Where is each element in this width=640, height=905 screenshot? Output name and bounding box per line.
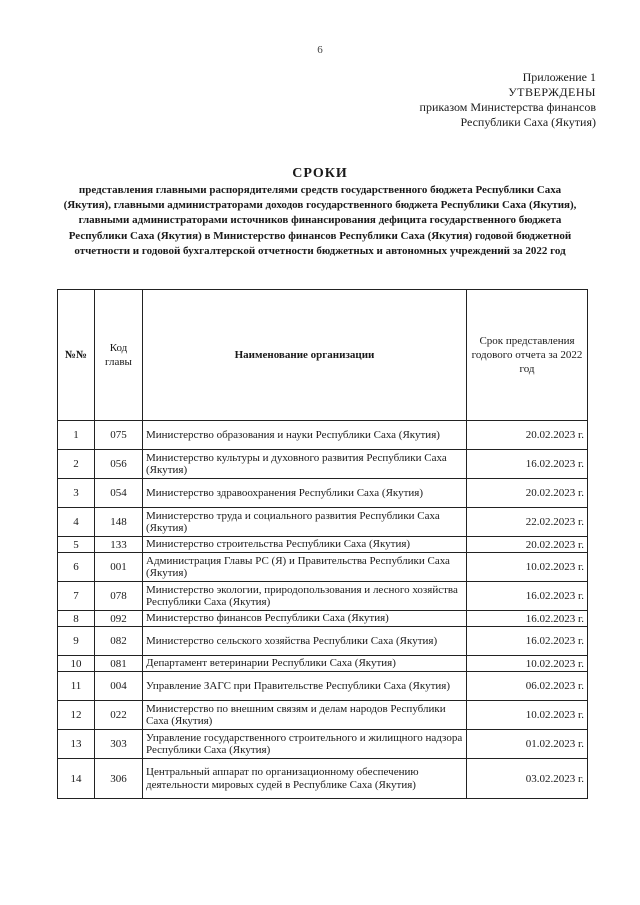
table-row [58, 701, 588, 730]
header-name: Наименование организации [143, 290, 467, 421]
row-num: 13 [58, 730, 95, 759]
table-row [58, 537, 588, 553]
document-title: СРОКИ [292, 166, 348, 181]
approval-order: приказом Министерства финансов [419, 100, 596, 114]
header-code-text: Код главы [105, 342, 132, 368]
row-num: 14 [58, 759, 95, 799]
table-row [58, 479, 588, 508]
row-deadline: 20.02.2023 г. [467, 421, 588, 450]
row-deadline: 16.02.2023 г. [467, 611, 588, 627]
row-organization: Администрация Главы РС (Я) и Правительства Республики Саха (Якутия) [143, 553, 467, 582]
row-deadline: 16.02.2023 г. [467, 627, 588, 656]
table-header-row [58, 290, 588, 421]
row-code: 082 [95, 627, 143, 656]
table-row [58, 656, 588, 672]
row-code: 075 [95, 421, 143, 450]
row-code: 133 [95, 537, 143, 553]
header-num: №№ [58, 290, 95, 421]
approval-republic: Республики Саха (Якутия) [460, 115, 596, 129]
row-deadline: 06.02.2023 г. [467, 672, 588, 701]
row-deadline: 22.02.2023 г. [467, 508, 588, 537]
row-code: 303 [95, 730, 143, 759]
table-row [58, 611, 588, 627]
document-subtitle: представления главными распорядителями средств государственного бюджета Республики Саха (Якутия), главными администраторами доходов государственного бюджета Республики Саха (Якутия), главными администраторами источников финансирования дефицита государственного бюджета Республики Саха (Якутия) в Министерство финансов Республики Саха (Якутия) годовой бюджетной отчетности и годовой бухгалтерской отчетности бюджетных и автономных учреждений за 2022 год [63, 184, 577, 257]
row-code: 004 [95, 672, 143, 701]
row-num: 8 [58, 611, 95, 627]
row-code: 148 [95, 508, 143, 537]
table-body [58, 421, 588, 799]
row-organization: Центральный аппарат по организационному обеспечению деятельности мировых судей в Республике Саха (Якутия) [143, 759, 467, 799]
row-num: 6 [58, 553, 95, 582]
row-organization: Министерство образования и науки Республики Саха (Якутия) [143, 421, 467, 450]
row-deadline: 20.02.2023 г. [467, 479, 588, 508]
row-deadline: 10.02.2023 г. [467, 656, 588, 672]
row-organization: Министерство экологии, природопользования и лесного хозяйства Республики Саха (Якутия) [143, 582, 467, 611]
row-deadline: 16.02.2023 г. [467, 582, 588, 611]
row-code: 056 [95, 450, 143, 479]
row-code: 306 [95, 759, 143, 799]
row-organization: Министерство финансов Республики Саха (Якутия) [143, 611, 467, 627]
row-organization: Министерство культуры и духовного развития Республики Саха (Якутия) [143, 450, 467, 479]
table-row [58, 450, 588, 479]
row-deadline: 03.02.2023 г. [467, 759, 588, 799]
page-number: 6 [317, 44, 323, 56]
table-row [58, 508, 588, 537]
row-num: 9 [58, 627, 95, 656]
row-organization: Министерство по внешним связям и делам народов Республики Саха (Якутия) [143, 701, 467, 730]
row-num: 2 [58, 450, 95, 479]
row-code: 022 [95, 701, 143, 730]
table-row [58, 730, 588, 759]
row-deadline: 01.02.2023 г. [467, 730, 588, 759]
row-code: 078 [95, 582, 143, 611]
table-row [58, 553, 588, 582]
approval-block [420, 70, 596, 130]
row-organization: Управление ЗАГС при Правительстве Республики Саха (Якутия) [143, 672, 467, 701]
row-code: 092 [95, 611, 143, 627]
table-row [58, 627, 588, 656]
row-code: 001 [95, 553, 143, 582]
row-organization: Министерство труда и социального развития Республики Саха (Якутия) [143, 508, 467, 537]
row-num: 1 [58, 421, 95, 450]
row-organization: Управление государственного строительного и жилищного надзора Республики Саха (Якутия) [143, 730, 467, 759]
row-num: 11 [58, 672, 95, 701]
row-num: 4 [58, 508, 95, 537]
row-num: 7 [58, 582, 95, 611]
row-num: 10 [58, 656, 95, 672]
row-deadline: 16.02.2023 г. [467, 450, 588, 479]
row-organization: Департамент ветеринарии Республики Саха (Якутия) [143, 656, 467, 672]
table-row [58, 759, 588, 799]
header-deadline [467, 290, 588, 421]
table-row [58, 582, 588, 611]
row-deadline: 20.02.2023 г. [467, 537, 588, 553]
header-deadline-text: Срок представления годового отчета за 2022 год [471, 335, 583, 375]
row-code: 054 [95, 479, 143, 508]
row-deadline: 10.02.2023 г. [467, 701, 588, 730]
row-num: 12 [58, 701, 95, 730]
approval-appendix: Приложение 1 [522, 70, 596, 84]
table-row [58, 421, 588, 450]
row-deadline: 10.02.2023 г. [467, 553, 588, 582]
row-num: 5 [58, 537, 95, 553]
row-organization: Министерство сельского хозяйства Республики Саха (Якутия) [143, 627, 467, 656]
approval-approved: УТВЕРЖДЕНЫ [508, 85, 596, 99]
row-num: 3 [58, 479, 95, 508]
header-code [95, 290, 143, 421]
row-code: 081 [95, 656, 143, 672]
table-row [58, 672, 588, 701]
row-organization: Министерство строительства Республики Саха (Якутия) [143, 537, 467, 553]
row-organization: Министерство здравоохранения Республики Саха (Якутия) [143, 479, 467, 508]
deadlines-table [57, 289, 588, 799]
